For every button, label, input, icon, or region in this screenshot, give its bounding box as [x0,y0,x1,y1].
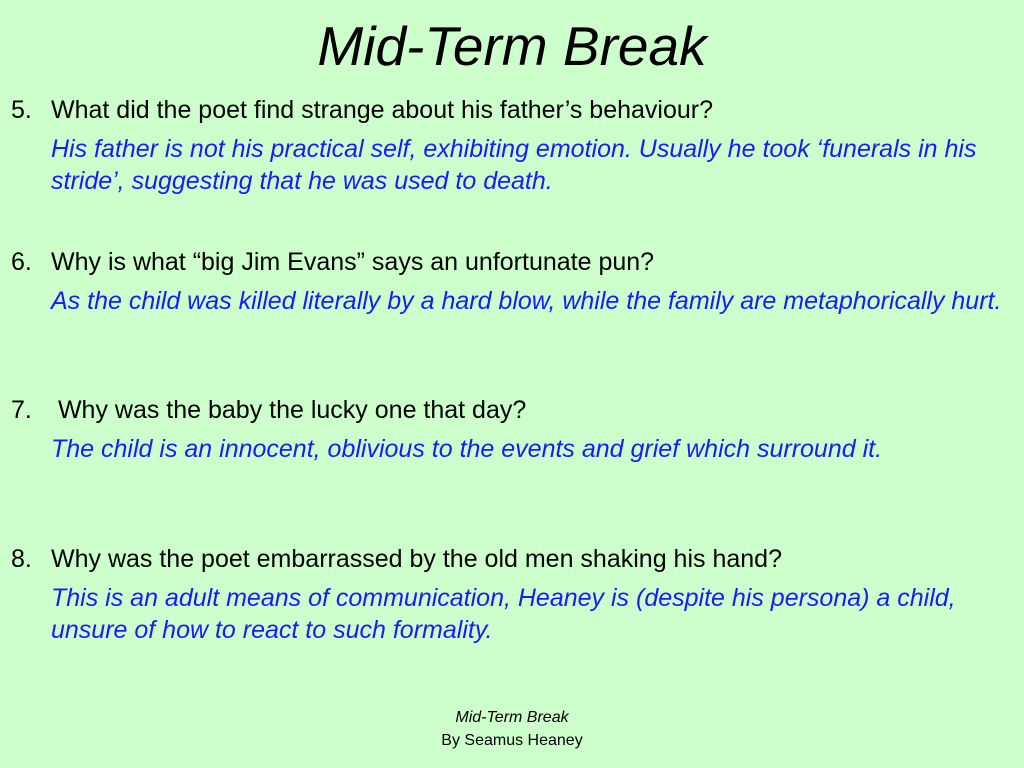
question [11,247,1011,277]
qa-item-6 [11,247,1011,317]
question [11,95,1011,125]
qa-item-7 [11,395,1011,465]
qa-item-8 [11,544,1011,646]
question-text: What did the poet find strange about his father’s behaviour? [51,96,714,124]
answer-text: His father is not his practical self, exhibiting emotion. Usually he took ‘funerals in his stride’, suggesting that he was used to death. [51,135,977,195]
footer-author: By Seamus Heaney [441,732,583,749]
qa-item-5 [11,95,1011,197]
question-text: Why was the baby the lucky one that day? [51,396,527,424]
footer-title: Mid-Term Break [455,709,569,726]
answer-text: This is an adult means of communication, Heaney is (despite his persona) a child, unsure of how to react to such formality. [51,584,956,644]
answer-text: The child is an innocent, oblivious to the events and grief which surround it. [51,435,883,463]
question-number: 8. [11,545,32,573]
question-number: 5. [11,96,32,124]
question [11,544,1011,574]
question [11,395,1011,425]
question-text: Why is what “big Jim Evans” says an unfortunate pun? [51,248,655,276]
question-number: 6. [11,248,32,276]
question-text: Why was the poet embarrassed by the old men shaking his hand? [51,545,782,573]
slide-title: Mid-Term Break [317,15,707,77]
question-number: 7. [11,396,32,424]
slide-footer [412,706,612,752]
answer-text: As the child was killed literally by a hard blow, while the family are metaphorically hurt. [51,287,1002,315]
